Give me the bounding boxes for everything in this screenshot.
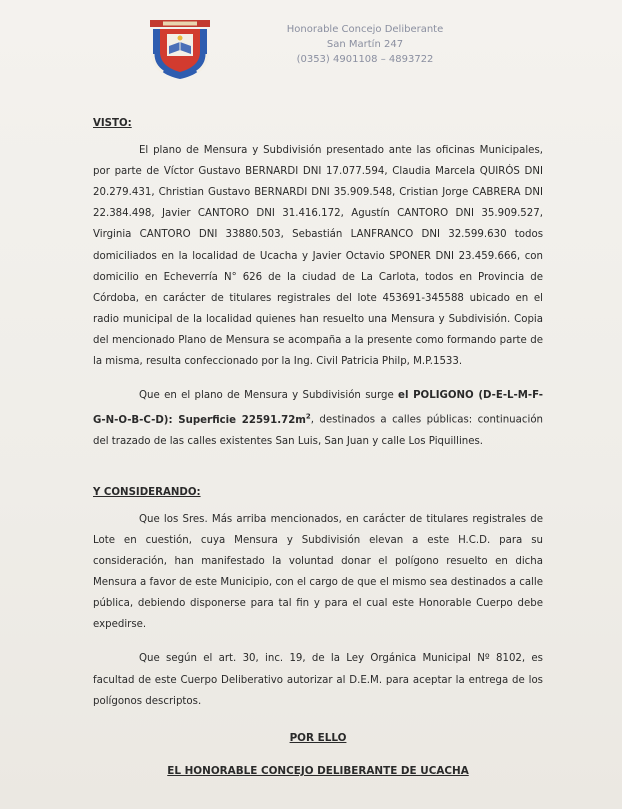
letterhead — [285, 22, 445, 67]
considerando-paragraph-1: Que los Sres. Más arriba mencionados, en carácter de titulares registrales de Lote en cuestión, cuya Mensura y Subdivisión elevan a este H.C.D. para su consideración, han manifestado la voluntad donar el polígono resuelto en dicha Mensura a favor de este Municipio, con el cargo de que el mismo sea destinados a calle pública, debiendo disponerse para tal fin y para el cual este Honorable Cuerpo debe expedirse. — [93, 513, 543, 631]
visto-p2-end: , destinados a calles públicas: continuación del trazado de las calles existentes San Luis, San Juan y calle Los Piquillines. — [93, 414, 544, 447]
visto-paragraph-2 — [93, 385, 543, 452]
considerando-paragraph-2: Que según el art. 30, inc. 19, de la Ley Orgánica Municipal Nº 8102, es facultad de este Cuerpo Deliberativo autorizar al D.E.M. para aceptar la entrega de los polígonos descriptos. — [93, 653, 543, 707]
poligono-bold: el POLIGONO (D-E-L-M-F-G-N-O-B-C-D): Superficie 22591.72m — [93, 390, 544, 426]
document-body — [93, 113, 543, 712]
concejo-heading: EL HONORABLE CONCEJO DELIBERANTE DE UCACHA — [167, 765, 469, 777]
letterhead-name: Honorable Concejo Deliberante — [286, 24, 444, 35]
considerando-heading: Y CONSIDERANDO: — [93, 486, 201, 498]
visto-paragraph-1: El plano de Mensura y Subdivisión presentado ante las oficinas Municipales, por parte de Víctor Gustavo BERNARDI DNI 17.077.594, Claudia Marcela QUIRÓS DNI 20.279.431, Christian Gustavo BERNARDI DNI 35.909.548, Cristian Jorge CABRERA DNI 22.384.498, Javier CANTORO DNI 31.416.172, Agustín CANTORO DNI 35.909.527, Virginia CANTORO DNI 33880.503, Sebastián LANFRANCO DNI 32.599.630 todos domiciliados en la localidad de Ucacha y Javier Octavio SPONER DNI 23.459.666, con domicilio en Echeverría N° 626 de la ciudad de La Carlota, todos en Provincia de Córdoba, en carácter de titulares registrales del lote 453691-345588 ubicado en el radio municipal de la localidad quienes han resuelto una Mensura y Subdivisión. Copia del mencionado Plano de Mensura se acompaña a la presente como formando parte de la misma, resulta confeccionado por la Ing. Civil Patricia Philp, M.P.1533. — [93, 145, 543, 368]
visto-p2-start: Que en el plano de Mensura y Subdivisión surge — [139, 390, 399, 402]
por-ello-heading: POR ELLO — [289, 732, 347, 744]
superscript-2: 2 — [305, 412, 311, 421]
visto-heading: VISTO: — [93, 118, 132, 129]
municipal-crest-icon — [145, 18, 215, 80]
letterhead-address: San Martín 247 — [326, 39, 404, 50]
letterhead-phone: (0353) 4901108 – 4893722 — [296, 54, 434, 65]
